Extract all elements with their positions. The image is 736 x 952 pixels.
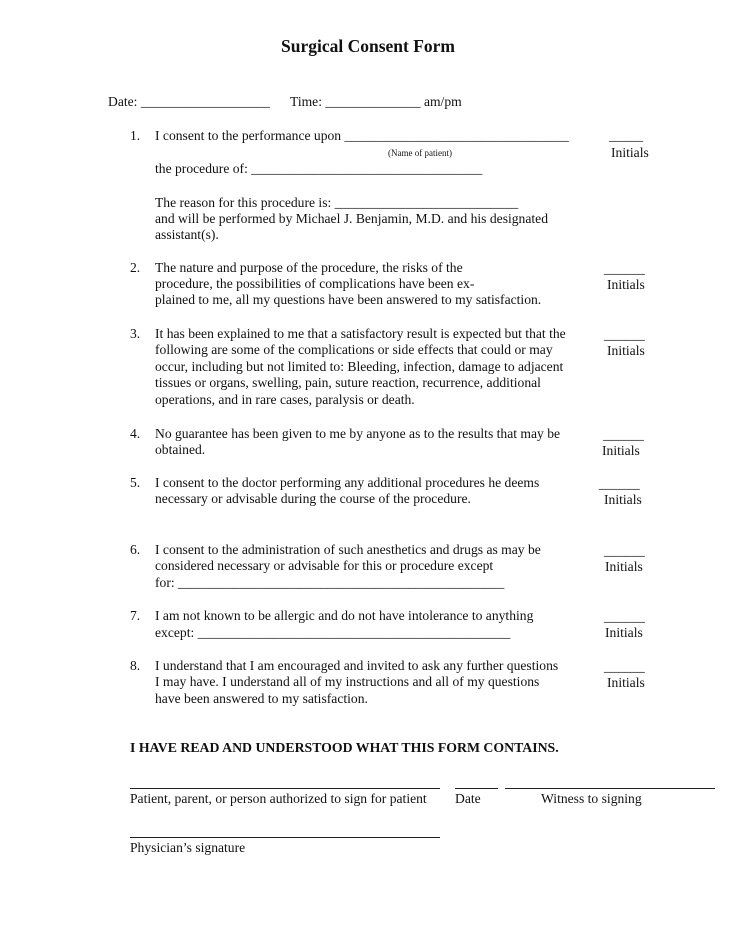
item-line: I consent to the doctor performing any additional procedures he deems xyxy=(155,475,540,490)
item-number: 4. xyxy=(130,426,141,441)
initials-label: Initials xyxy=(611,145,649,160)
item-line: except: ______________________________________________ xyxy=(155,625,511,640)
initials-label: Initials xyxy=(604,492,642,507)
initials-blank: ______ xyxy=(604,659,645,674)
patient-signature-line[interactable] xyxy=(130,788,440,789)
item-line: tissues or organs, swelling, pain, suture reaction, recurrence, additional xyxy=(155,375,541,390)
item-line: plained to me, all my questions have been answered to my satisfaction. xyxy=(155,292,542,307)
initials-blank: ______ xyxy=(604,543,645,558)
witness-signature-line[interactable] xyxy=(505,788,715,789)
time-field: Time: ______________ am/pm xyxy=(290,94,462,109)
initials-label: Initials xyxy=(607,343,645,358)
acknowledgement-heading: I HAVE READ AND UNDERSTOOD WHAT THIS FORM CONTAINS. xyxy=(130,740,559,755)
item-number: 1. xyxy=(130,128,141,143)
item-line: operations, and in rare cases, paralysis or death. xyxy=(155,392,415,407)
initials-blank: ______ xyxy=(604,609,645,624)
item-line: and will be performed by Michael J. Benjamin, M.D. and his designated xyxy=(155,211,548,226)
initials-blank: ______ xyxy=(599,476,640,491)
date-label: Date xyxy=(455,791,481,806)
item-line: The reason for this procedure is: ___________________________ xyxy=(155,195,519,210)
item-number: 8. xyxy=(130,658,141,673)
patient-signature-label: Patient, parent, or person authorized to sign for patient xyxy=(130,791,427,806)
date-signature-line[interactable] xyxy=(455,788,498,789)
initials-blank: _____ xyxy=(609,128,643,143)
item-line: The nature and purpose of the procedure, the risks of the xyxy=(155,260,463,275)
initials-label: Initials xyxy=(607,675,645,690)
physician-signature-line[interactable] xyxy=(130,837,440,838)
date-field: Date: ___________________ xyxy=(108,94,270,109)
witness-label: Witness to signing xyxy=(541,791,642,806)
item-line: for: ________________________________________________ xyxy=(155,575,505,590)
item-line: following are some of the complications or side effects that could or may xyxy=(155,342,553,357)
physician-signature-label: Physician’s signature xyxy=(130,840,246,855)
initials-label: Initials xyxy=(607,277,645,292)
item-line: I consent to the performance upon _________________________________ xyxy=(155,128,569,143)
form-title: Surgical Consent Form xyxy=(280,36,456,56)
item-number: 2. xyxy=(130,260,141,275)
item-number: 5. xyxy=(130,475,141,490)
item-line: the procedure of: __________________________________ xyxy=(155,161,483,176)
initials-blank: ______ xyxy=(604,261,645,276)
item-line: I understand that I am encouraged and invited to ask any further questions xyxy=(155,658,559,673)
item-line: necessary or advisable during the course of the procedure. xyxy=(155,491,471,506)
item-line: I may have. I understand all of my instructions and all of my questions xyxy=(155,674,540,689)
item-line: have been answered to my satisfaction. xyxy=(155,691,368,706)
item-line: obtained. xyxy=(155,442,206,457)
initials-blank: ______ xyxy=(603,427,644,442)
item-number: 7. xyxy=(130,608,141,623)
initials-blank: ______ xyxy=(604,327,645,342)
item-line: I consent to the administration of such anesthetics and drugs as may be xyxy=(155,542,541,557)
item-number: 6. xyxy=(130,542,141,557)
initials-label: Initials xyxy=(602,443,640,458)
item-line: It has been explained to me that a satisfactory result is expected but that the xyxy=(155,326,566,341)
item-number: 3. xyxy=(130,326,141,341)
item-line: procedure, the possibilities of complications have been ex- xyxy=(155,276,475,291)
initials-label: Initials xyxy=(605,559,643,574)
name-of-patient-label: (Name of patient) xyxy=(388,148,452,158)
item-line: occur, including but not limited to: Bleeding, infection, damage to adjacent xyxy=(155,359,564,374)
item-line: assistant(s). xyxy=(155,227,219,242)
item-line: I am not known to be allergic and do not have intolerance to anything xyxy=(155,608,534,623)
item-line: No guarantee has been given to me by anyone as to the results that may be xyxy=(155,426,561,441)
initials-label: Initials xyxy=(605,625,643,640)
item-line: considered necessary or advisable for this or procedure except xyxy=(155,558,494,573)
